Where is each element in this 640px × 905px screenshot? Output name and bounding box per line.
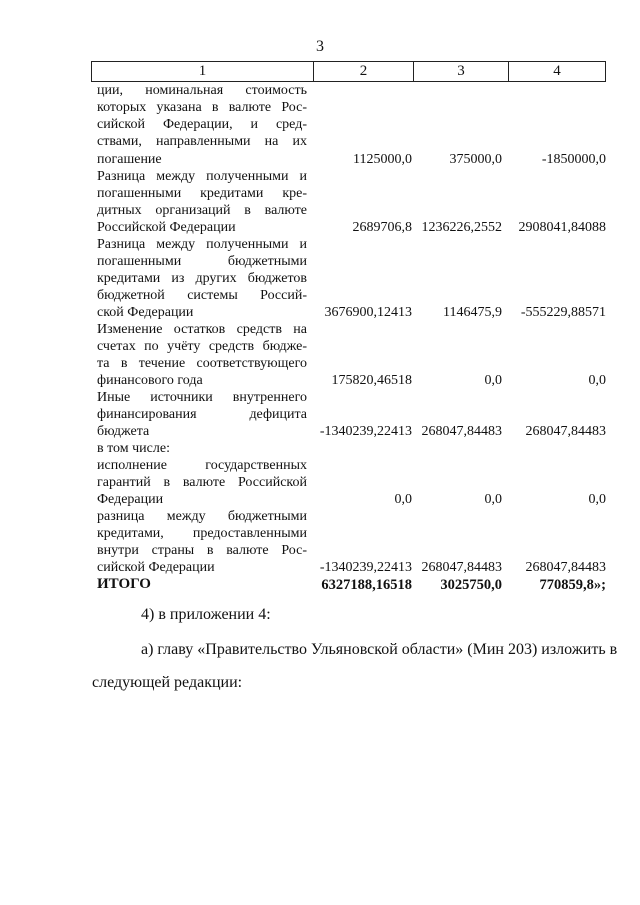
row-text-line: ской Федерации [97, 305, 194, 320]
paragraph-item-4: 4) в приложении 4: [141, 606, 271, 623]
row-value-col2: 0,0 [394, 492, 412, 507]
row-value-col3: 375000,0 [449, 152, 502, 167]
row-value-col2: 2689706,8 [352, 220, 412, 235]
row-text-line: погашенными бюджетными [97, 254, 307, 269]
row-value-col4: -555229,88571 [520, 305, 606, 320]
row-value-col4: -1850000,0 [541, 152, 606, 167]
row-value-col4: 2908041,84088 [518, 220, 606, 235]
row-text-line: финансирования дефицита [97, 407, 307, 422]
row-text-line: Иные источники внутреннего [97, 390, 307, 405]
row-text-line: в том числе: [97, 441, 170, 456]
row-value-col3: 0,0 [484, 373, 502, 388]
row-value-col3: 1236226,2552 [421, 220, 502, 235]
page-number: 3 [316, 38, 324, 55]
row-text-line: разница между бюджетными [97, 509, 307, 524]
column-header-4: 4 [509, 62, 606, 82]
total-value-col3: 3025750,0 [440, 577, 502, 593]
paragraph-item-a-line1: а) главу «Правительство Ульяновской области» (Мин 203) изложить в [141, 641, 618, 658]
row-value-col3: 1146475,9 [443, 305, 502, 320]
row-text-line: кредитами из других бюджетов [97, 271, 307, 286]
row-text-line: счетах по учёту средств бюдже- [97, 339, 307, 354]
row-text-line: внутри страны в валюте Рос- [97, 543, 307, 558]
row-value-col2: -1340239,22413 [319, 424, 412, 439]
column-header-1: 1 [92, 62, 314, 82]
row-text-line: кредитами, предоставленными [97, 526, 307, 541]
total-label: ИТОГО [97, 576, 151, 592]
row-text-line: бюджета [97, 424, 150, 439]
row-text-line: гарантий в валюте Российской [97, 475, 307, 490]
row-text-line: ствами, направленными на их [97, 134, 307, 149]
total-value-col4: 770859,8»; [539, 577, 606, 593]
row-text-line: сийской Федерации [97, 560, 215, 575]
row-text-line: Изменение остатков средств на [97, 322, 307, 337]
row-value-col2: 3676900,12413 [324, 305, 412, 320]
row-value-col2: 1125000,0 [353, 152, 412, 167]
row-value-col3: 0,0 [484, 492, 502, 507]
row-value-col3: 268047,84483 [421, 560, 502, 575]
row-text-line: Федерации [97, 492, 164, 507]
row-text-line: Разница между полученными и [97, 169, 307, 184]
row-value-col2: -1340239,22413 [319, 560, 412, 575]
row-text-line: которых указана в валюте Рос- [97, 100, 307, 115]
row-text-line: сийской Федерации, и сред- [97, 117, 307, 132]
row-value-col4: 0,0 [588, 492, 606, 507]
row-text-line: дитных организаций в валюте [97, 203, 307, 218]
row-text-line: ции, номинальная стоимость [97, 83, 307, 98]
column-header-2: 2 [314, 62, 414, 82]
row-value-col3: 268047,84483 [421, 424, 502, 439]
row-text-line: Разница между полученными и [97, 237, 307, 252]
row-text-line: финансового года [97, 373, 203, 388]
row-value-col4: 268047,84483 [525, 560, 606, 575]
row-value-col4: 0,0 [588, 373, 606, 388]
column-header-3: 3 [414, 62, 509, 82]
row-text-line: Российской Федерации [97, 220, 236, 235]
row-text-line: та в течение соответствующего [97, 356, 307, 371]
row-text-line: бюджетной системы Россий- [97, 288, 307, 303]
row-text-line: погашение [97, 152, 162, 167]
row-value-col2: 175820,46518 [331, 373, 412, 388]
paragraph-item-a-line2: следующей редакции: [92, 674, 243, 691]
row-value-col4: 268047,84483 [525, 424, 606, 439]
table-header [91, 61, 606, 82]
row-text-line: исполнение государственных [97, 458, 307, 473]
row-text-line: погашенными кредитами кре- [97, 186, 307, 201]
total-value-col2: 6327188,16518 [321, 577, 412, 593]
